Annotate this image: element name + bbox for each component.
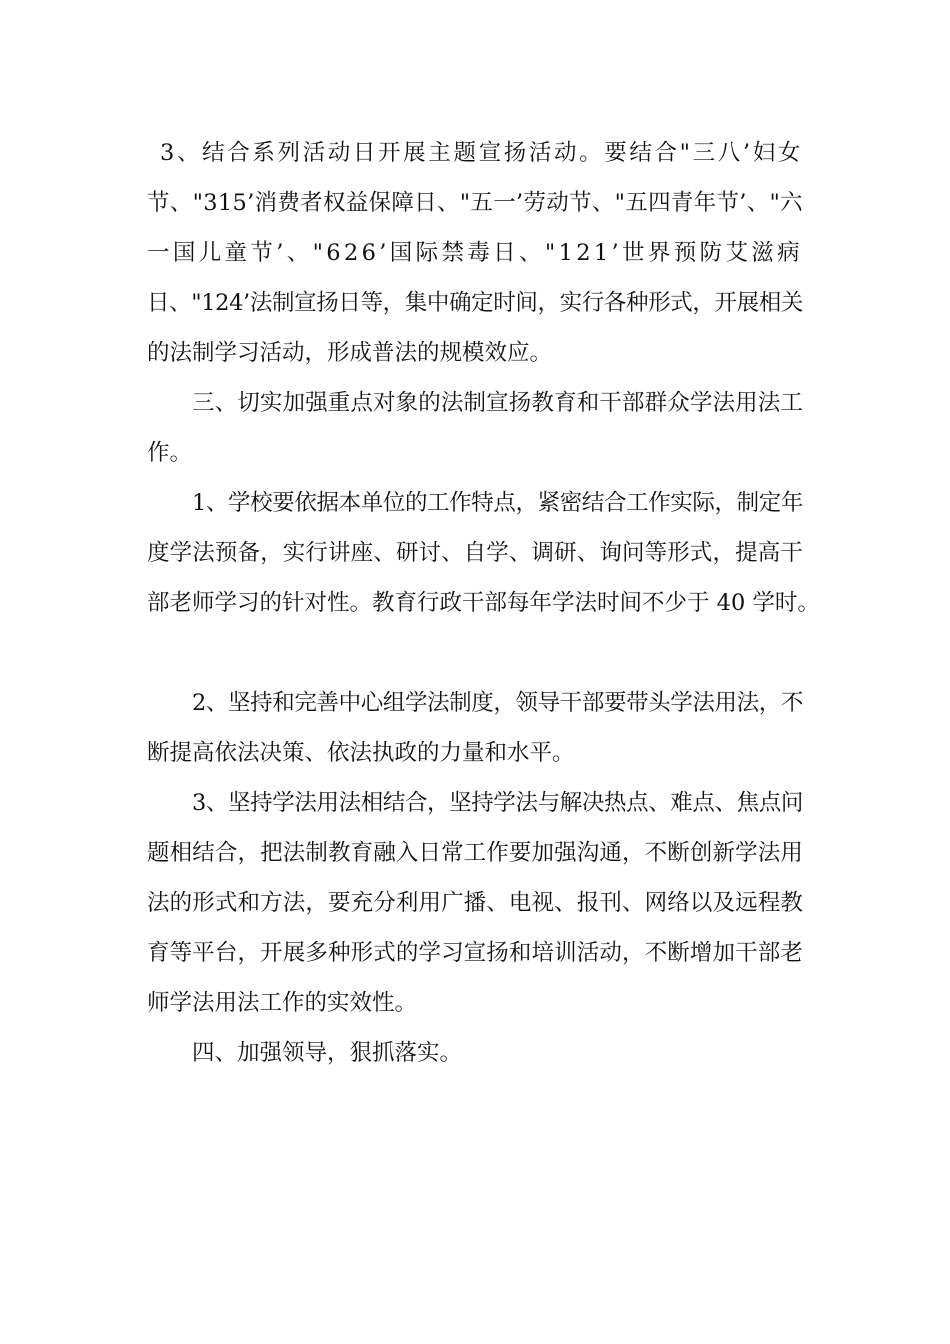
paragraph-line: 育等平台，开展多种形式的学习宣扬和培训活动，不断增加干部老: [147, 940, 803, 966]
paragraph-line: 节、"315’消费者权益保障日、"五一’劳动节、"五四青年节’、"六: [147, 190, 803, 216]
paragraph-line: 一国儿童节’、"626’国际禁毒日、"121’世界预防艾滋病: [147, 240, 803, 266]
paragraph-line: 度学法预备，实行讲座、研讨、自学、调研、询问等形式，提高干: [147, 540, 803, 566]
paragraph-line: 3、坚持学法用法相结合，坚持学法与解决热点、难点、焦点问: [192, 790, 803, 816]
paragraph-line: 题相结合，把法制教育融入日常工作要加强沟通，不断创新学法用: [147, 840, 803, 866]
paragraph-line: 3、结合系列活动日开展主题宣扬活动。要结合"三八’妇女: [160, 140, 803, 166]
section-heading-line: 三、切实加强重点对象的法制宣扬教育和干部群众学法用法工: [192, 390, 803, 416]
section-heading-line: 作。: [147, 440, 193, 466]
paragraph-line: 断提高依法决策、依法执政的力量和水平。: [147, 740, 575, 766]
paragraph-line: 法的形式和方法，要充分利用广播、电视、报刊、网络以及远程教: [147, 890, 803, 916]
paragraph-line: 2、坚持和完善中心组学法制度，领导干部要带头学法用法，不: [192, 690, 803, 716]
paragraph-line: 1、学校要依据本单位的工作特点，紧密结合工作实际，制定年: [192, 490, 803, 516]
section-heading-line: 四、加强领导，狠抓落实。: [192, 1040, 463, 1066]
paragraph-line: 部老师学习的针对性。教育行政干部每年学法时间不少于 40 学时。: [147, 590, 820, 616]
paragraph-line: 师学法用法工作的实效性。: [147, 990, 418, 1016]
paragraph-line: 的法制学习活动，形成普法的规模效应。: [147, 340, 553, 366]
paragraph-line: 日、"124’法制宣扬日等，集中确定时间，实行各种形式，开展相关: [147, 290, 803, 316]
